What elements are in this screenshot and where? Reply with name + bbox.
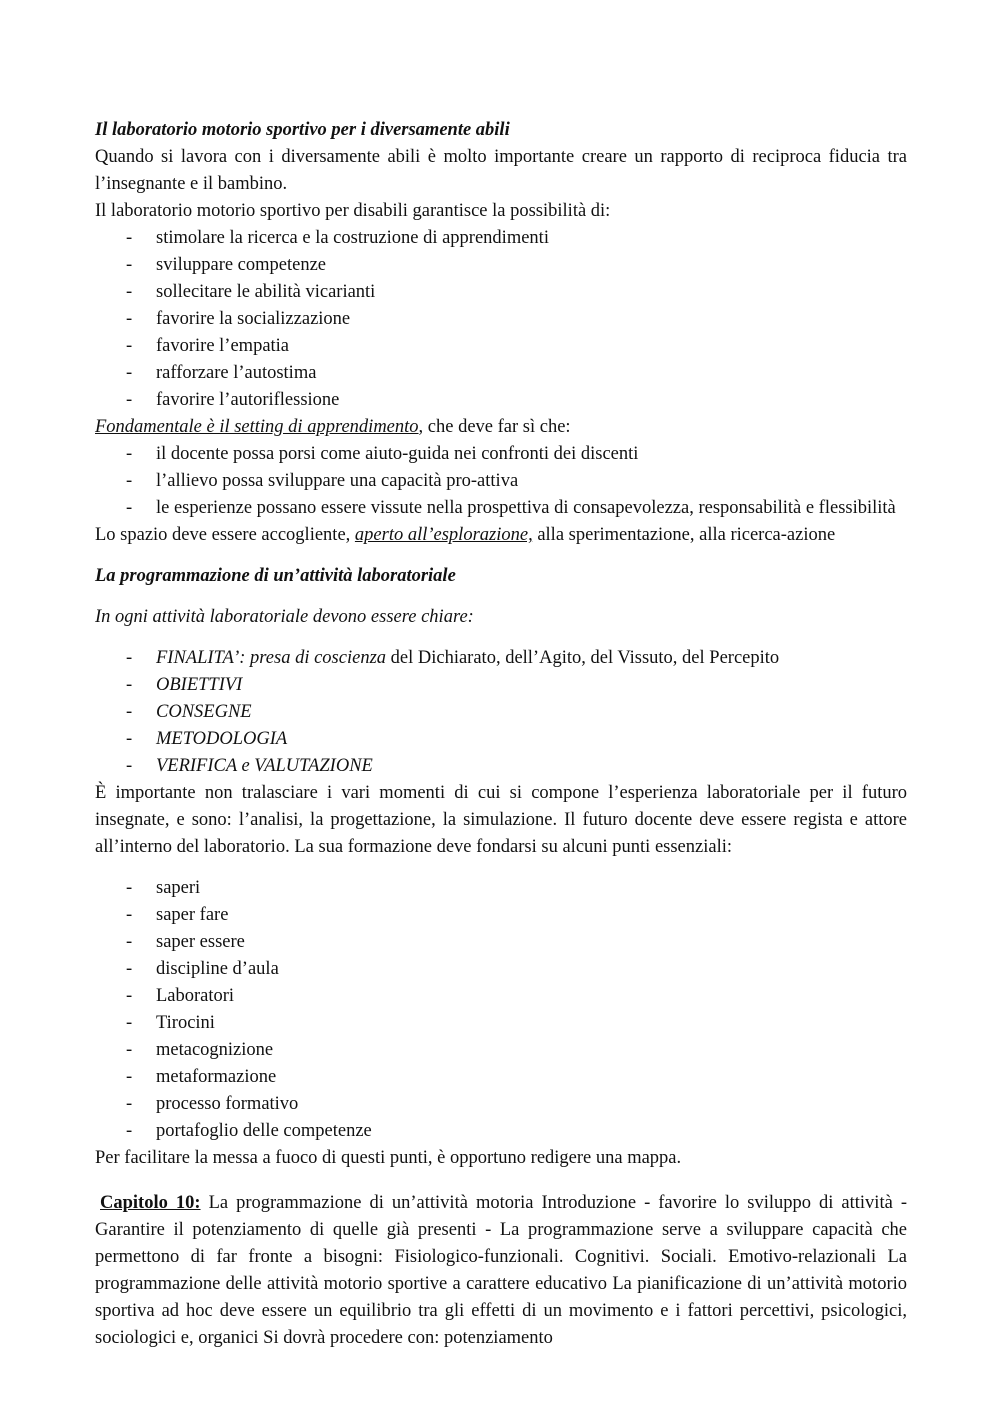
list-item: - sollecitare le abilità vicarianti [126,282,376,302]
paragraph-intro: Quando si lavora con i diversamente abili è molto importante creare un rapporto di reciproca fiducia tra l’insegnante e il bambino. [95,147,907,194]
paragraph-lead: Il laboratorio motorio sportivo per disabili garantisce la possibilità di: [95,201,611,221]
paragraph-momenti: È importante non tralasciare i vari momenti di cui si compone l’esperienza laboratoriale per il futuro insegnate, e sono: l’analisi, la progettazione, la simulazione. Il futuro docente deve essere regista e attore all’interno del laboratorio. La sua formazione deve fondarsi su alcuni punti essenziali: [95,783,907,857]
list-item: - OBIETTIVI [126,675,243,695]
page-content [95,117,907,1352]
list-item: - VERIFICA e VALUTAZIONE [126,756,373,776]
paragraph-mappa: Per facilitare la messa a fuoco di questi punti, è opportuno redigere una mappa. [95,1148,682,1168]
list-item: - portafoglio delle competenze [126,1121,372,1141]
paragraph-setting: Fondamentale è il setting di apprendimento, che deve far sì che: [95,417,571,437]
setting-emphasis: Fondamentale è il setting di apprendimento [95,417,419,437]
list-item: - saper essere [126,932,245,952]
section-heading-laboratorio: Il laboratorio motorio sportivo per i diversamente abili [95,120,510,140]
list-item: - stimolare la ricerca e la costruzione di apprendimenti [126,228,549,248]
list-item: - FINALITA’: presa di coscienza del Dichiarato, dell’Agito, del Vissuto, del Percepito [126,648,780,668]
list-elementi [95,645,907,780]
list-item: - rafforzare l’autostima [126,363,317,383]
list-item: - il docente possa porsi come aiuto-guida nei confronti dei discenti [126,444,639,464]
space-emphasis: aperto all’esplorazione, [354,525,533,545]
list-item: - saperi [126,878,201,898]
list-item: - favorire l’empatia [126,336,290,356]
list-item: - METODOLOGIA [126,729,288,749]
list-item: - processo formativo [126,1094,299,1114]
list-item: - metaformazione [126,1067,277,1087]
list-possibilities [95,225,907,414]
list-item: - le esperienze possano essere vissute nella prospettiva di consapevolezza, responsabilità e flessibilità [126,498,896,518]
list-item: - Tirocini [126,1013,215,1033]
list-item: - saper fare [126,905,229,925]
list-item: - favorire l’autoriflessione [126,390,340,410]
paragraph-capitolo-10: Capitolo 10: La programmazione di un’attività motoria Introduzione - favorire lo sviluppo di attività - Garantire il potenziamento di quelle già presenti - La programmazione serve a sviluppare capacità che permettono di far fronte a bisogni: Fisiologico-funzionali. Cognitivi. Sociali. Emotivo-relazionali La programmazione delle attività motorio sportive a carattere educativo La pianificazione di un’attività motorio sportiva ad hoc deve essere un equilibrio tra gli effetti di un movimento e i fattori percettivi, psicologici, sociologici e, organici Si dovrà procedere con: potenziamento [95,1193,907,1348]
list-item: - Laboratori [126,986,235,1006]
paragraph-spazio: Lo spazio deve essere accogliente, aperto all’esplorazione, alla sperimentazione, alla ricerca-azione [95,525,836,545]
list-setting [95,441,907,522]
paragraph-chiare: In ogni attività laboratoriale devono essere chiare: [95,607,474,627]
list-item: - CONSEGNE [126,702,252,722]
chapter-label: Capitolo 10: [100,1193,201,1213]
list-item: - discipline d’aula [126,959,279,979]
list-item: - metacognizione [126,1040,274,1060]
list-item: - l’allievo possa sviluppare una capacità pro-attiva [126,471,519,491]
section-heading-programmazione: La programmazione di un’attività laboratoriale [95,566,456,586]
list-punti-essenziali [95,875,907,1145]
list-item: - favorire la socializzazione [126,309,351,329]
list-item: - sviluppare competenze [126,255,327,275]
